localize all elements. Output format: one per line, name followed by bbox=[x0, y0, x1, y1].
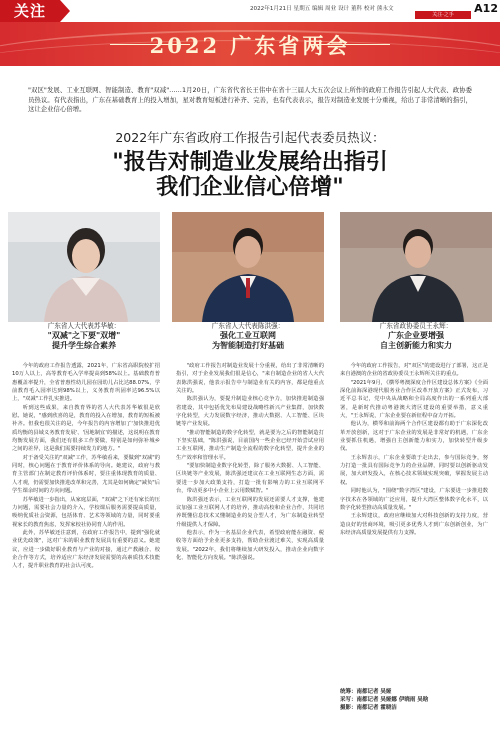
caption-name: 广东省政协委员王永辉： bbox=[379, 322, 453, 330]
caption-su-huamin bbox=[8, 322, 160, 351]
credit-line: 采写：南都记者 吴娅娜 伊晓雨 吴晗 bbox=[340, 697, 429, 704]
paragraph: 对于备受关注的"双减"工作，苏华敏看来，要做到"双减"的同时，核心问题在于教育评价体系的导向。她建议，政府与教育主管部门在制定教育评价体系时，要注重体现教育的质量、人才观，仍需要加快推进改革和完善，尤其是如何确定"减负"后学生课余时间的方向问题。 bbox=[12, 454, 160, 495]
headline-line-1: "报告对制造业发展给出指引 bbox=[112, 150, 388, 175]
caption-title-line-2: 为智能制造打好基础 bbox=[212, 341, 284, 350]
paragraph: 陈洪强还表示，工业互联网的发展还需要人才支撑，他建议加强工业互联网人才的培养，推动高校和企业合作，共同培养既懂信息技术又懂制造业的复合型人才，为广东制造业转型升级提供人才保障。 bbox=[176, 496, 324, 528]
credit-line: 摄影：南都记者 霍晓洁 bbox=[340, 705, 397, 712]
portrait-illustration bbox=[8, 212, 160, 322]
edition-badge: 关注·之手 bbox=[415, 11, 471, 19]
session-banner bbox=[0, 22, 500, 66]
portrait-illustration bbox=[172, 212, 324, 322]
caption-title-line-1: "双减"之下要"双增" bbox=[47, 331, 121, 340]
portrait-photo-su-huamin bbox=[8, 212, 160, 322]
banner-rule-left bbox=[110, 44, 190, 45]
caption-title-line-2: 自主创新能力和实力 bbox=[380, 341, 452, 350]
credit-line: 统筹：南都记者 吴娅 bbox=[340, 689, 392, 695]
lead-paragraph: "双区"发展、工业互联网、智能制造、教育"双减"……1月20日，广东省代省长王伟中在省十三届人大五次会议上所作的政府工作报告引起人大代表、政协委员热议。有代表指出，广东在基础教育上的投入增加，星对教育短板进行补齐、完善，也有代表表示，报告对制造业发展十分重视，给出了非常清晰的指引，这让企业信心倍增。 bbox=[28, 86, 472, 114]
main-headline bbox=[0, 150, 500, 200]
caption-wang-yonghui bbox=[340, 322, 492, 351]
paragraph: "政府工作报告对制造业发展十分重视，给出了非常清晰的指引，对于企业发展我们很是信心，"来自制造企业的省人大代表陈洪强说，他表示报告中与制造业有关的内容，都是他重点关注的。 bbox=[176, 363, 324, 395]
paragraph: 听到这些成果，来自教育界的省人大代表苏华敏很是欣慰。她说，"感到欣喜的是，教育的投入在增加，教育的短板被补齐。但我也很关注的是，今年报告的内容增加了'加快推进优质均衡的县域义务教育发展'、'因地制宜'的描述，这说明在教育均衡发展方面，我们还有很多工作要做，特别是如何弥补城乡之间的差异，这是我们需要持续发力的地方。" bbox=[12, 404, 160, 453]
caption-title-line-1: 广东企业要增强 bbox=[388, 331, 444, 340]
caption-chen-hongqiang bbox=[172, 322, 324, 351]
paragraph: 今年的政府工作报告，对"双区"的建设进行了部署，这正是来自港澳的企业的省政协委员王永辉所关注的重点。 bbox=[340, 363, 488, 378]
article-credits bbox=[340, 688, 490, 713]
portrait-photo-chen-hongqiang bbox=[172, 212, 324, 322]
headline-line-2: 我们企业信心倍增" bbox=[156, 175, 344, 200]
paragraph: 他表示，作为一名基层企业代表，希望政府能在融资、税收等方面给予企业更多支持，帮助企业渡过难关，实现高质量发展。"2022年，我们将继续加大研发投入，推动企业向数字化、智能化方向发展。"陈洪强说。 bbox=[176, 529, 324, 561]
caption-title-line-2: 提升学生综合素养 bbox=[52, 341, 116, 350]
portrait-photo-wang-yonghui bbox=[340, 212, 492, 322]
portrait-illustration bbox=[340, 212, 492, 322]
paragraph: 陈洪强认为，要提升制造业核心竞争力，加快推进制造强省建设，其中包括优先布局建设战略性新兴产业集群，加快数字化转型，大力发展数字经济，推动大数据、人工智能、区块链等产业发展。 bbox=[176, 396, 324, 428]
section-tag: 关注 bbox=[0, 0, 60, 22]
page-number: A12 bbox=[474, 2, 498, 15]
paragraph: 此外，苏华敏还注意到，在政府工作报告中，提到"强化就业优先政策"，这对广东的职业教育发展具有重要的意义。她建议，应进一步做好职业教育与产业的对接，通过产教融合、校企合作等方式，培养适应广东经济发展需要的高素质技术技能人才，提升职业教育的社会认可度。 bbox=[12, 529, 160, 570]
headline-kicker: 2022年广东省政府工作报告引起代表委员热议： bbox=[115, 130, 385, 145]
paragraph: 苏华敏进一步指出，从家庭层面，"双减"之下还有家长的压力问题，需要社会力量的介入，学校课后服务需要提高质量，吸纳优质社会资源，包括体育、艺术等领域的力量，同时要重视家长的教育焦虑，发挥家校社协同育人的作用。 bbox=[12, 496, 160, 528]
caption-name: 广东省人大代表陈洪强： bbox=[211, 322, 285, 330]
paragraph: 王永辉表示，广东企业要敢于走出去，参与国际竞争，努力打造一批具有国际竞争力的企业品牌，同时要以创新驱动发展，加大研发投入，在核心技术领域实现突破，掌握发展主动权。 bbox=[340, 454, 488, 486]
article-column-3 bbox=[340, 362, 488, 662]
article-column-1 bbox=[12, 362, 160, 740]
paragraph: 王永辉建议，政府应继续加大对科技创新的支持力度，营造良好的营商环境，吸引更多优秀人才到广东创新创业，为广东经济高质量发展提供有力支撑。 bbox=[340, 513, 488, 536]
paragraph: "推动智能制造的数字化转型，就是要为之后的智能制造打下坚实基础，"陈洪强说，目前国内一些企业已经开始尝试应用工业互联网，推动生产制造全流程的数字化转型，提升企业的生产效率和管理水平。 bbox=[176, 429, 324, 461]
paragraph: "2021年9月，《横琴粤澳深度合作区建设总体方案》《全面深化前海深港现代服务业合作区改革开放方案》正式发布，习近平总书记，党中央从战略和全局高度作出的一系列重大部署，是新时代推动粤港澳大湾区建设的重要举措，意义重大，"王永辉说，广东企业要在新征程中奋力开拓。 bbox=[340, 379, 488, 420]
banner-rule-right bbox=[310, 44, 390, 45]
paragraph: 他认为，横琴和前海两个合作区建设都有助于广东深化改革开放创新，这对于广东企业的发展是非常好的机遇，广东企业要抓住机遇，增强自主创新能力和实力，加快转型升级步伐。 bbox=[340, 421, 488, 453]
paragraph: 今年的政府工作报告透露，2021年，广东省高职院校扩招10万人以上，高等教育毛入学率提高到58%以上。基础教育普惠覆盖率提升，全省普惠性幼儿园在园幼儿占比达88.07%，学前教育毛入园率达到98%以上，义务教育巩固率达96.5%以上，"双减"工作扎实推进。 bbox=[12, 363, 160, 403]
issue-meta: 2022年1月21日 星期五 编辑 周业 设计 董科 校对 熊永文 bbox=[250, 6, 394, 12]
caption-title-line-1: 强化工业互联网 bbox=[220, 331, 276, 340]
paragraph: 同时他认为，"围绕"数字湾区"建设，广东要进一步推进数字技术在各领域的广泛应用，提升大湾区整体数字化水平，以数字化转型推动高质量发展。" bbox=[340, 488, 488, 511]
caption-name: 广东省人大代表苏华敏： bbox=[47, 322, 121, 330]
banner-title: 2022 广东省两会 bbox=[149, 33, 351, 58]
article-column-2 bbox=[176, 362, 324, 740]
paragraph: "要加快制造业数字化转型，除了服务大数据、人工智能、区块链等产业发展，陈洪强还建议在工业互联网生态方面，需要进一步加大政策支持，打造一批有影响力的工业互联网平台，带动更多中小企业上云用数赋智。" bbox=[176, 463, 324, 495]
